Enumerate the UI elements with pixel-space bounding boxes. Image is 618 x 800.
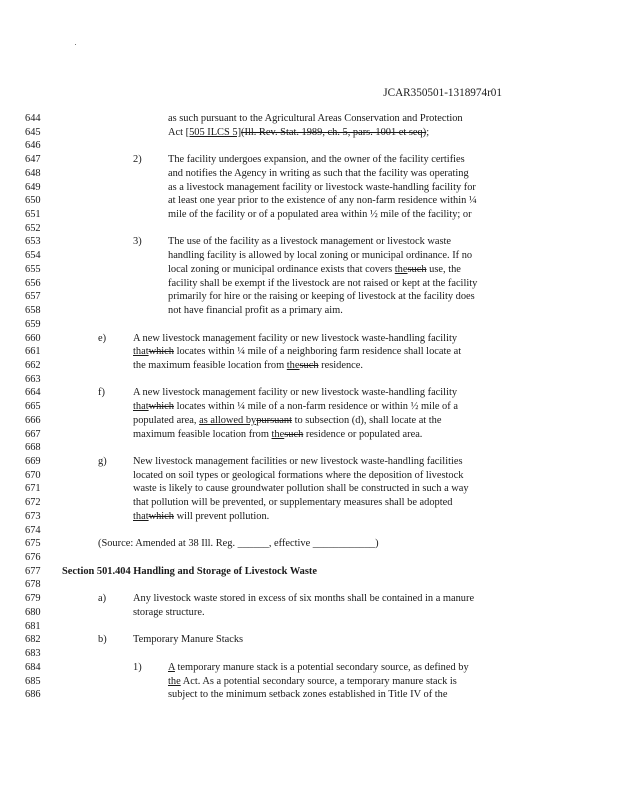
text-run: ; [426,126,430,138]
line-number: 663 [25,373,41,385]
line-text [133,414,441,428]
line-number: 655 [25,263,41,275]
document-line [0,688,618,702]
text-run: (Source: Amended at 38 Ill. Reg. ______, effective ____________) [98,538,379,550]
line-text [168,167,469,181]
document-line [0,249,618,263]
deleted-text: such [407,263,427,275]
line-number: 659 [25,318,41,330]
line-text [62,565,317,579]
line-text [168,263,461,277]
document-line [0,345,618,359]
text-run: Temporary Manure Stacks [133,634,244,646]
deleted-text: which [148,510,174,522]
inserted-text: the [394,263,408,275]
document-line [0,332,618,346]
line-text [133,428,422,442]
inserted-text: that [133,510,149,522]
line-text [133,592,474,606]
inserted-text: as allowed by [199,414,257,426]
line-number: 660 [25,332,41,344]
line-number: 656 [25,277,41,289]
line-number: 646 [25,140,41,152]
text-run: waste is likely to cause groundwater pollution shall be constructed in such a way [133,483,469,495]
list-marker: 2) [133,154,142,166]
inserted-text: that [133,401,149,413]
line-text [168,208,472,222]
line-text [168,181,476,195]
document-line [0,537,618,551]
document-line [0,373,618,387]
text-run: primarily for hire or the raising or keeping of livestock at the facility does [168,291,475,303]
line-text [133,359,363,373]
line-number: 657 [25,291,41,303]
text-run: Act [168,126,186,138]
text-run: locates within ¼ mile of a non-farm residence or within ½ mile of a [174,401,458,413]
document-line [0,235,618,249]
list-marker: 3) [133,236,142,248]
line-number: 667 [25,428,41,440]
line-text [133,332,457,346]
line-text [133,510,269,524]
text-run: the maximum feasible location from [133,359,287,371]
document-line [0,661,618,675]
scan-speck [75,44,76,45]
inserted-text: that [133,346,149,358]
line-number: 673 [25,510,41,522]
text-run: locates within ¼ mile of a neighboring farm residence shall locate at [174,346,462,358]
line-number: 653 [25,236,41,248]
list-marker: a) [98,593,107,605]
line-number: 684 [25,661,41,673]
line-number: 677 [25,565,41,577]
document-line [0,153,618,167]
line-number: 679 [25,593,41,605]
line-number: 678 [25,579,41,591]
line-text [98,537,379,551]
deleted-text: such [299,359,319,371]
line-text [168,688,447,702]
text-run: mile of the facility or of a populated area within ½ mile of the facility; or [168,209,472,221]
document-line [0,290,618,304]
line-text [168,112,463,126]
line-number: 683 [25,648,41,660]
line-number: 669 [25,456,41,467]
list-marker: f) [98,387,105,399]
line-text [168,249,472,263]
line-text [133,633,243,647]
document-line [0,414,618,428]
section-heading: Section 501.404 Handling and Storage of Livestock Waste [62,565,317,577]
line-number: 674 [25,524,41,536]
line-number: 651 [25,209,41,221]
document-line [0,578,618,592]
text-run: storage structure. [133,606,205,618]
document-line [0,222,618,236]
document-line [0,633,618,647]
document-line [0,304,618,318]
document-line [0,112,618,126]
line-text [168,661,469,675]
text-run: as such pursuant to the Agricultural Areas Conservation and Protection [168,113,463,124]
text-run: and notifies the Agency in writing as such that the facility was operating [168,167,469,179]
text-run: as a livestock management facility or livestock waste-handling facility for [168,181,476,193]
deleted-text: which [148,346,174,358]
text-run: temporary manure stack is a potential secondary source, as defined by [174,661,469,673]
line-text [133,400,458,414]
line-number: 671 [25,483,41,495]
line-text [168,235,451,249]
document-line [0,208,618,222]
document-line [0,318,618,332]
text-run: facility shall be exempt if the livestock are not raised or kept at the facility [168,277,478,289]
document-line [0,565,618,579]
inserted-text: the [271,428,285,440]
text-run: populated area, [133,414,200,426]
line-number: 666 [25,414,41,426]
document-line [0,263,618,277]
text-run: A new livestock management facility or new livestock waste-handling facility [133,387,458,399]
line-number: 664 [25,387,41,399]
text-run: residence. [318,359,363,371]
line-number: 682 [25,634,41,646]
document-line [0,675,618,689]
document-line [0,606,618,620]
text-run: use, the [426,263,461,275]
line-number: 665 [25,401,41,413]
line-number: 686 [25,689,41,701]
list-marker: g) [98,456,107,467]
line-text [168,126,429,140]
list-marker: e) [98,332,107,344]
line-number: 661 [25,346,41,358]
document-id-header: JCAR350501-1318974r01 [383,87,502,99]
text-run: not have financial profit as a primary aim. [168,305,343,317]
document-line [0,482,618,496]
document-line [0,126,618,140]
text-run: The use of the facility as a livestock management or livestock waste [168,236,452,248]
list-marker: 1) [133,661,142,673]
line-number: 672 [25,497,41,509]
line-number: 658 [25,305,41,317]
text-run: residence or populated area. [303,428,423,440]
deleted-text: which [148,401,174,413]
line-text [168,153,465,167]
text-run: local zoning or municipal ordinance exists that covers [168,263,395,275]
line-text [168,304,343,318]
document-line [0,359,618,373]
deleted-text: pursuant [256,414,293,426]
text-run: Act. As a potential secondary source, a temporary manure stack is [180,675,457,687]
document-line [0,139,618,153]
line-text [133,345,461,359]
line-number: 652 [25,222,41,234]
line-text [168,675,457,689]
line-text [133,496,452,510]
line-number: 676 [25,552,41,564]
line-number: 650 [25,195,41,207]
line-text [133,469,463,483]
text-run: A new livestock management facility or new livestock waste-handling facility [133,332,458,344]
line-number: 681 [25,620,41,632]
document-line [0,441,618,455]
text-run: to subsection (d), shall locate at the [292,414,442,426]
line-number: 675 [25,538,41,550]
text-run: maximum feasible location from [133,428,272,440]
line-number: 685 [25,675,41,687]
document-line [0,194,618,208]
line-number: 647 [25,154,41,166]
line-text [168,290,475,304]
line-number: 670 [25,469,41,481]
document-line [0,496,618,510]
line-number: 680 [25,606,41,618]
text-run: that pollution will be prevented, or supplementary measures shall be adopted [133,497,453,509]
text-run: Any livestock waste stored in excess of six months shall be contained in a manure [133,593,475,605]
line-number: 644 [25,113,41,124]
document-line [0,592,618,606]
line-text [133,482,469,496]
line-number: 648 [25,167,41,179]
deleted-text: such [284,428,304,440]
document-line [0,524,618,538]
line-text [133,455,463,469]
text-run: New livestock management facilities or new livestock waste-handling facilities [133,456,463,467]
document-line [0,428,618,442]
document-line [0,620,618,634]
line-text [168,194,477,208]
text-run: located on soil types or geological formations where the deposition of livestock [133,469,464,481]
text-run: at least one year prior to the existence of any non-farm residence within ¼ [168,195,477,207]
document-line [0,167,618,181]
line-text [168,277,477,291]
line-number: 662 [25,359,41,371]
document-line [0,455,618,469]
inserted-text: the [286,359,300,371]
document-line [0,400,618,414]
line-number: 668 [25,442,41,454]
line-number: 654 [25,250,41,262]
document-line [0,181,618,195]
line-text [133,386,457,400]
text-run: The facility undergoes expansion, and the owner of the facility certifies [168,154,465,166]
document-line [0,277,618,291]
text-run: will prevent pollution. [174,510,270,522]
text-run: handling facility is allowed by local zoning or municipal ordinance. If no [168,250,473,262]
line-text [133,606,205,620]
document-line [0,386,618,400]
inserted-text: A [168,661,175,673]
inserted-text: the [168,675,181,687]
deleted-text: (Ill. Rev. Stat. 1989, ch. 5, pars. 1001 et seq) [241,126,427,138]
document-line [0,510,618,524]
line-number: 649 [25,181,41,193]
line-number: 645 [25,126,41,138]
document-line [0,551,618,565]
document-line [0,647,618,661]
document-line [0,469,618,483]
text-run: subject to the minimum setback zones established in Title IV of the [168,689,448,701]
list-marker: b) [98,634,107,646]
inserted-text: [505 ILCS 5] [185,126,242,138]
